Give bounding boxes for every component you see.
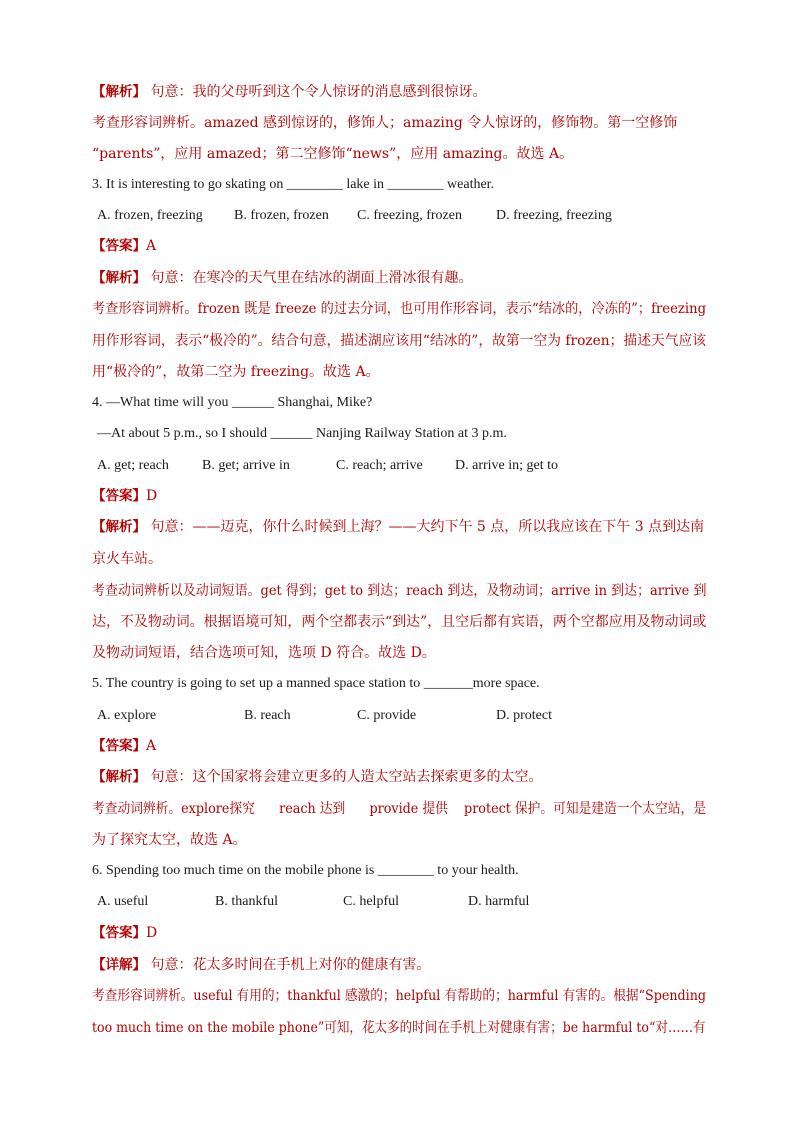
option-c: C. reach; arrive <box>336 458 423 473</box>
option-c: C. freezing, frozen <box>357 208 462 223</box>
explanation-line: 考查动词辨析以及动词短语。get 得到；get to 到达；reach 到达，及物动词；arrive in 到达；arrive 到 <box>92 583 707 599</box>
explanation-text: 句意：我的父母听到这个令人惊讶的消息感到很惊讶。 <box>146 84 487 100</box>
explanation-tag: 【解析】 <box>92 769 146 785</box>
explanation-line: 京火车站。 <box>92 551 162 567</box>
option-b: B. frozen, frozen <box>234 208 329 223</box>
explanation-text: 句意：在寒冷的天气里在结冰的湖面上滑冰很有趣。 <box>146 270 473 286</box>
explanation-line: 用“极冷的”，故第二空为 freezing。故选 A。 <box>92 364 380 380</box>
answer-value: A <box>146 738 157 754</box>
explanation-line: too much time on the mobile phone”可知，花太多的时间在手机上对健康有害；be harmful to“对……有 <box>92 1020 706 1036</box>
answer-line <box>92 923 157 943</box>
explanation-line <box>92 268 472 288</box>
answer-line <box>92 236 156 256</box>
explanation-line: 考查形容词辨析。amazed 感到惊讶的，修饰人；amazing 令人惊讶的，修饰物。第一空修饰 <box>92 115 678 131</box>
question-4-reply: —At about 5 p.m., so I should ______ Nanjing Railway Station at 3 p.m. <box>97 426 507 441</box>
explanation-text: 句意：这个国家将会建立更多的人造太空站去探索更多的太空。 <box>146 769 543 785</box>
explanation-line <box>92 767 542 787</box>
explanation-tag: 【解析】 <box>92 519 146 535</box>
option-d: D. harmful <box>468 894 530 909</box>
option-c: C. provide <box>357 708 417 723</box>
explanation-text: 句意：——迈克，你什么时候到上海？——大约下午 5 点，所以我应该在下午 3 点到达南 <box>146 519 705 535</box>
explanation-text: 句意：花太多时间在手机上对你的健康有害。 <box>146 957 431 973</box>
explanation-line: 达，不及物动词。根据语境可知，两个空都表示“到达”，且空后都有宾语，两个空都应用及物动词或 <box>92 614 707 630</box>
explanation-line <box>92 955 430 975</box>
option-b: B. get; arrive in <box>202 458 290 473</box>
explanation-line: 用作形容词，表示“极冷的”。结合句意，描述湖应该用“结冰的”，故第一空为 frozen；描述天气应该 <box>92 333 707 349</box>
explanation-line: “parents”，应用 amazed；第二空修饰“news”，应用 amazing。故选 A。 <box>92 146 574 162</box>
answer-tag: 【答案】 <box>92 925 146 941</box>
explanation-line: 考查形容词辨析。useful 有用的；thankful 感激的；helpful 有帮助的；harmful 有害的。根据“Spending <box>92 988 706 1004</box>
answer-tag: 【答案】 <box>92 488 146 504</box>
option-d: D. arrive in; get to <box>455 458 559 473</box>
explanation-tag: 【解析】 <box>92 270 146 286</box>
answer-value: D <box>146 488 158 504</box>
explanation-tag: 【详解】 <box>92 957 146 973</box>
explanation-line <box>92 82 486 102</box>
question-4: 4. —What time will you ______ Shanghai, Mike? <box>92 395 373 410</box>
option-c: C. helpful <box>343 894 399 909</box>
explanation-line: 及物动词短语，结合选项可知，选项 D 符合。故选 D。 <box>92 645 436 661</box>
question-5: 5. The country is going to set up a manned space station to _______more space. <box>92 676 540 691</box>
answer-value: D <box>146 925 158 941</box>
option-d: D. protect <box>496 708 552 723</box>
explanation-line <box>92 517 704 537</box>
explanation-line: 考查形容词辨析。frozen 既是 freeze 的过去分词，也可用作形容词，表示“结冰的，冷冻的”；freezing <box>92 301 707 317</box>
option-a: A. useful <box>97 894 149 909</box>
option-a: A. frozen, freezing <box>97 208 203 223</box>
answer-line <box>92 486 157 506</box>
option-a: A. explore <box>97 708 157 723</box>
explanation-line: 考查动词辨析。explore探究 reach 达到 provide 提供 protect 保护。可知是建造一个太空站，是 <box>92 801 706 817</box>
answer-value: A <box>146 238 157 254</box>
option-d: D. freezing, freezing <box>496 208 612 223</box>
explanation-line: 为了探究太空，故选 A。 <box>92 832 247 848</box>
answer-tag: 【答案】 <box>92 238 146 254</box>
option-b: B. thankful <box>215 894 278 909</box>
option-b: B. reach <box>244 708 291 723</box>
question-6: 6. Spending too much time on the mobile phone is ________ to your health. <box>92 863 519 878</box>
answer-line <box>92 736 156 756</box>
answer-tag: 【答案】 <box>92 738 146 754</box>
question-3: 3. It is interesting to go skating on ________ lake in ________ weather. <box>92 177 495 192</box>
option-a: A. get; reach <box>97 458 169 473</box>
explanation-tag: 【解析】 <box>92 84 146 100</box>
